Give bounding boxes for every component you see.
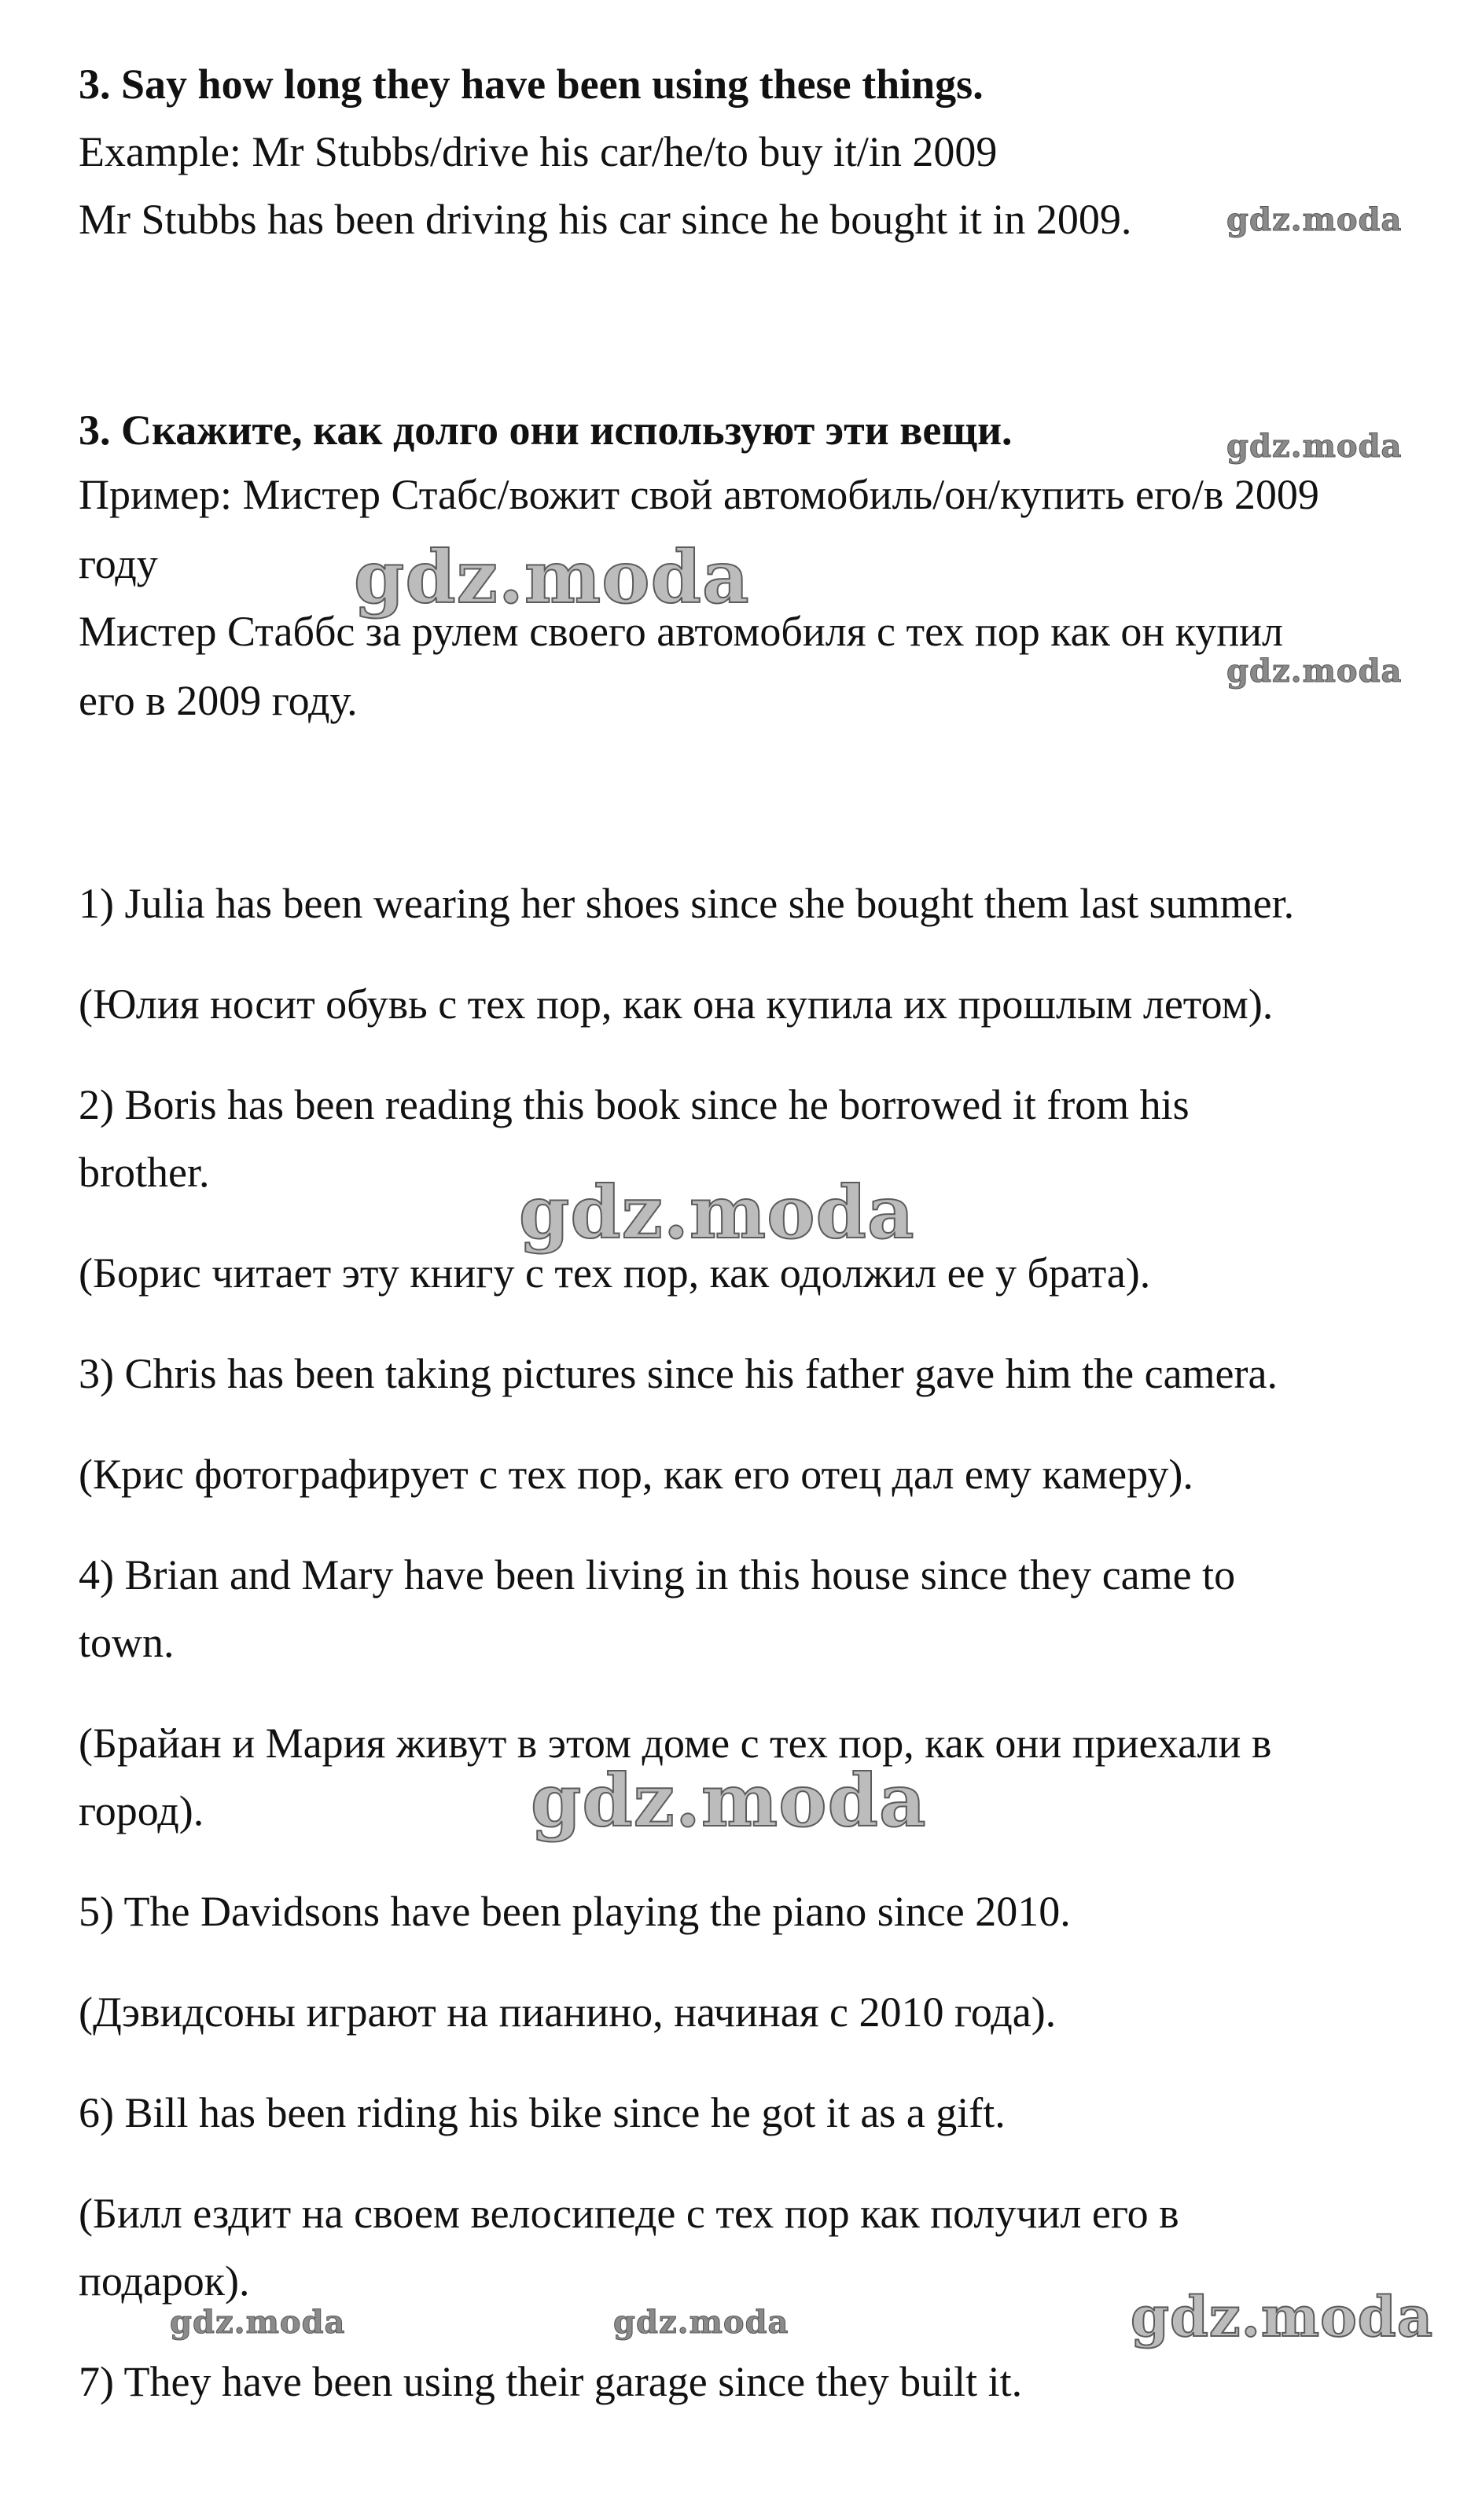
watermark-logo: gdz.moda — [531, 1758, 927, 1843]
answer-6-en: 6) Bill has been riding his bike since he got it as a gift. — [79, 2089, 1006, 2136]
task-example-en: Example: Mr Stubbs/drive his car/he/to buy it/in 2009 — [79, 128, 998, 175]
answer-4-ru-line2: город). — [79, 1787, 204, 1834]
task-example-ru-line1: Пример: Мистер Стабс/вожит свой автомобиль/он/купить его/в 2009 — [79, 471, 1319, 518]
watermark-logo: gdz.moda — [519, 1170, 915, 1255]
task-title-en: 3. Say how long they have been using these things. — [79, 61, 984, 108]
task-example-answer-ru-line1: Мистер Стаббс за рулем своего автомобиля с тех пор как он купил — [79, 608, 1283, 655]
answer-5-en: 5) The Davidsons have been playing the piano since 2010. — [79, 1888, 1071, 1935]
answer-5-ru: (Дэвидсоны играют на пианино, начиная с 2010 года). — [79, 1988, 1057, 2036]
answer-4-ru-line1: (Брайан и Мария живут в этом доме с тех пор, как они приехали в — [79, 1720, 1272, 1767]
answer-4-en-line1: 4) Brian and Mary have been living in this house since they came to — [79, 1551, 1236, 1598]
task-example-answer-ru-line2: его в 2009 году. — [79, 677, 358, 724]
answer-1-ru: (Юлия носит обувь с тех пор, как она купила их прошлым летом). — [79, 980, 1274, 1028]
answer-6-ru-line2: подарок). — [79, 2257, 250, 2305]
watermark-logo: gdz.moda — [170, 2304, 346, 2341]
watermark-logo: gdz.moda — [354, 535, 750, 620]
answer-3-en: 3) Chris has been taking pictures since his father gave him the camera. — [79, 1350, 1278, 1397]
answer-3-ru: (Крис фотографирует с тех пор, как его отец дал ему камеру). — [79, 1451, 1193, 1498]
watermark-logo: gdz.moda — [613, 2304, 789, 2341]
answer-7-en: 7) They have been using their garage since they built it. — [79, 2358, 1023, 2405]
answer-2-en-line2: brother. — [79, 1149, 210, 1196]
task-title-ru: 3. Скажите, как долго они используют эти вещи. — [79, 407, 1013, 454]
watermark-logo: gdz.moda — [1226, 428, 1403, 465]
answer-1-en: 1) Julia has been wearing her shoes since she bought them last summer. — [79, 880, 1295, 927]
answer-2-ru: (Борис читает эту книгу с тех пор, как одолжил ее у брата). — [79, 1249, 1151, 1297]
task-example-ru-line2: году — [79, 540, 158, 587]
answer-2-en-line1: 2) Boris has been reading this book since he borrowed it from his — [79, 1081, 1190, 1128]
answer-6-ru-line1: (Билл ездит на своем велосипеде с тех пор как получил его в — [79, 2190, 1179, 2237]
watermark-logo: gdz.moda — [1131, 2284, 1434, 2349]
task-example-answer-en: Mr Stubbs has been driving his car since he bought it in 2009. — [79, 196, 1132, 243]
watermark-logo: gdz.moda — [1226, 653, 1403, 690]
watermark-logo: gdz.moda — [1226, 201, 1403, 238]
answer-4-en-line2: town. — [79, 1619, 175, 1666]
